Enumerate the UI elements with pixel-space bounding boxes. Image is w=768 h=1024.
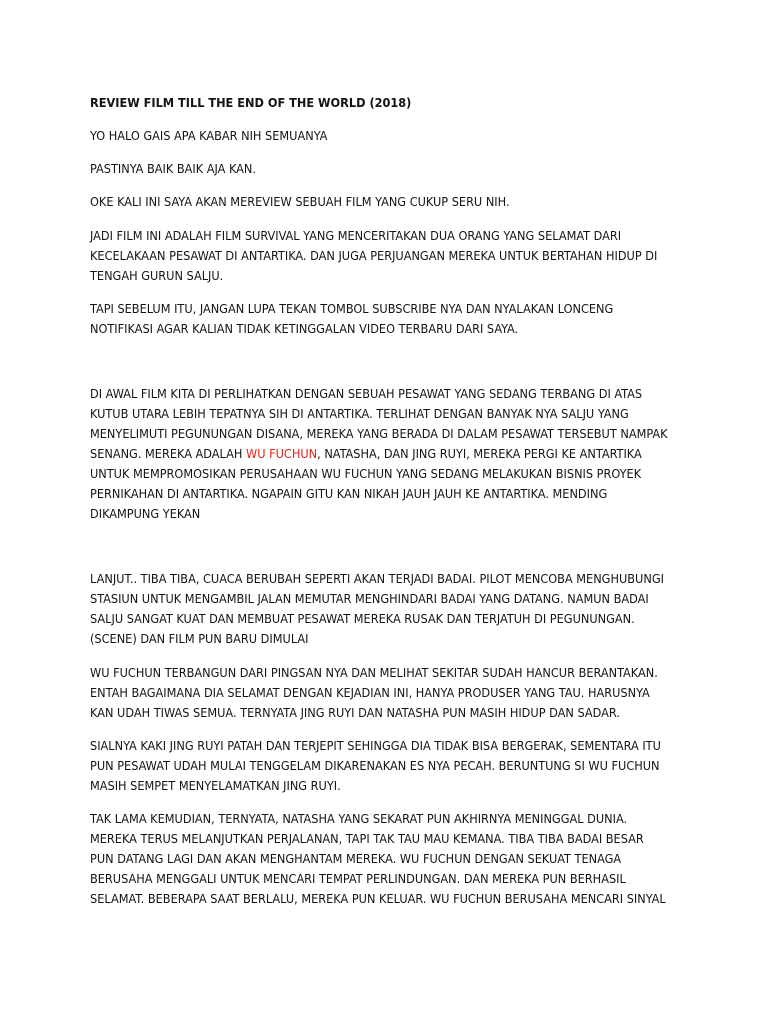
paragraph-line: MASIH SEMPET MENYELAMATKAN JING RUYI. (90, 778, 341, 793)
paragraph-line: PUN DATANG LAGI DAN AKAN MENGHANTAM MEREKA. WU FUCHUN DENGAN SEKUAT TENAGA (90, 851, 622, 866)
paragraph-line: UNTUK MEMPROMOSIKAN PERUSAHAAN WU FUCHUN YANG SEDANG MELAKUKAN BISNIS PROYEK (90, 466, 642, 481)
text-segment: SENANG. MEREKA ADALAH (90, 446, 247, 461)
paragraph-line: PASTINYA BAIK BAIK AJA KAN. (90, 161, 256, 176)
paragraph-line: PUN PESAWAT UDAH MULAI TENGGELAM DIKARENAKAN ES NYA PECAH. BERUNTUNG SI WU FUCHUN (90, 758, 660, 773)
paragraph-line: NOTIFIKASI AGAR KALIAN TIDAK KETINGGALAN VIDEO TERBARU DARI SAYA. (90, 321, 519, 336)
paragraph-line: DI AWAL FILM KITA DI PERLIHATKAN DENGAN SEBUAH PESAWAT YANG SEDANG TERBANG DI ATAS (90, 386, 643, 401)
paragraph-line: SELAMAT. BEBERAPA SAAT BERLALU, MEREKA PUN KELUAR. WU FUCHUN BERUSAHA MENCARI SINYAL (90, 891, 666, 906)
paragraph-line: TAK LAMA KEMUDIAN, TERNYATA, NATASHA YANG SEKARAT PUN AKHIRNYA MENINGGAL DUNIA. (90, 811, 628, 826)
paragraph-line: TAPI SEBELUM ITU, JANGAN LUPA TEKAN TOMBOL SUBSCRIBE NYA DAN NYALAKAN LONCENG (90, 301, 614, 316)
paragraph-line: KUTUB UTARA LEBIH TEPATNYA SIH DI ANTARTIKA. TERLIHAT DENGAN BANYAK NYA SALJU YANG (90, 406, 629, 421)
paragraph-line: TENGAH GURUN SALJU. (90, 268, 224, 283)
paragraph-line: PERNIKAHAN DI ANTARTIKA. NGAPAIN GITU KAN NIKAH JAUH JAUH KE ANTARTIKA. MENDING (90, 486, 608, 501)
document-title: REVIEW FILM TILL THE END OF THE WORLD (2018) (90, 95, 412, 110)
paragraph-line: LANJUT.. TIBA TIBA, CUACA BERUBAH SEPERTI AKAN TERJADI BADAI. PILOT MENCOBA MENGHUBUNGI (90, 571, 664, 586)
paragraph-line: MEREKA TERUS MELANJUTKAN PERJALANAN, TAPI TAK TAU MAU KEMANA. TIBA TIBA BADAI BESAR (90, 831, 644, 846)
paragraph-line: YO HALO GAIS APA KABAR NIH SEMUANYA (90, 128, 328, 143)
paragraph-line: WU FUCHUN TERBANGUN DARI PINGSAN NYA DAN MELIHAT SEKITAR SUDAH HANCUR BERANTAKAN. (90, 665, 658, 680)
paragraph-line: OKE KALI INI SAYA AKAN MEREVIEW SEBUAH FILM YANG CUKUP SERU NIH. (90, 194, 510, 209)
paragraph-line-with-highlight (90, 444, 642, 464)
paragraph-line: KAN UDAH TIWAS SEMUA. TERNYATA JING RUYI DAN NATASHA PUN MASIH HIDUP DAN SADAR. (90, 705, 620, 720)
paragraph-line: JADI FILM INI ADALAH FILM SURVIVAL YANG MENCERITAKAN DUA ORANG YANG SELAMAT DARI (90, 228, 622, 243)
paragraph-line: SALJU SANGAT KUAT DAN MEMBUAT PESAWAT MEREKA RUSAK DAN TERJATUH DI PEGUNUNGAN. (90, 611, 635, 626)
paragraph-line: ENTAH BAGAIMANA DIA SELAMAT DENGAN KEJADIAN INI, HANYA PRODUSER YANG TAU. HARUSNYA (90, 685, 650, 700)
paragraph-line: DIKAMPUNG YEKAN (90, 506, 201, 521)
paragraph-line: STASIUN UNTUK MENGAMBIL JALAN MEMUTAR MENGHINDARI BADAI YANG DATANG. NAMUN BADAI (90, 591, 649, 606)
paragraph-line: MENYELIMUTI PEGUNUNGAN DISANA, MEREKA YANG BERADA DI DALAM PESAWAT TERSEBUT NAMPAK (90, 426, 668, 441)
document-page (90, 0, 690, 1024)
paragraph-line: KECELAKAAN PESAWAT DI ANTARTIKA. DAN JUGA PERJUANGAN MEREKA UNTUK BERTAHAN HIDUP DI (90, 248, 658, 263)
paragraph-line: BERUSAHA MENGGALI UNTUK MENCARI TEMPAT PERLINDUNGAN. DAN MEREKA PUN BERHASIL (90, 871, 626, 886)
text-segment: , NATASHA, DAN JING RUYI, MEREKA PERGI KE ANTARTIKA (317, 446, 642, 461)
paragraph-line: SIALNYA KAKI JING RUYI PATAH DAN TERJEPIT SEHINGGA DIA TIDAK BISA BERGERAK, SEMENTARA ITU (90, 738, 661, 753)
paragraph-line: (SCENE) DAN FILM PUN BARU DIMULAI (90, 631, 309, 646)
highlighted-name: WU FUCHUN (246, 446, 318, 461)
